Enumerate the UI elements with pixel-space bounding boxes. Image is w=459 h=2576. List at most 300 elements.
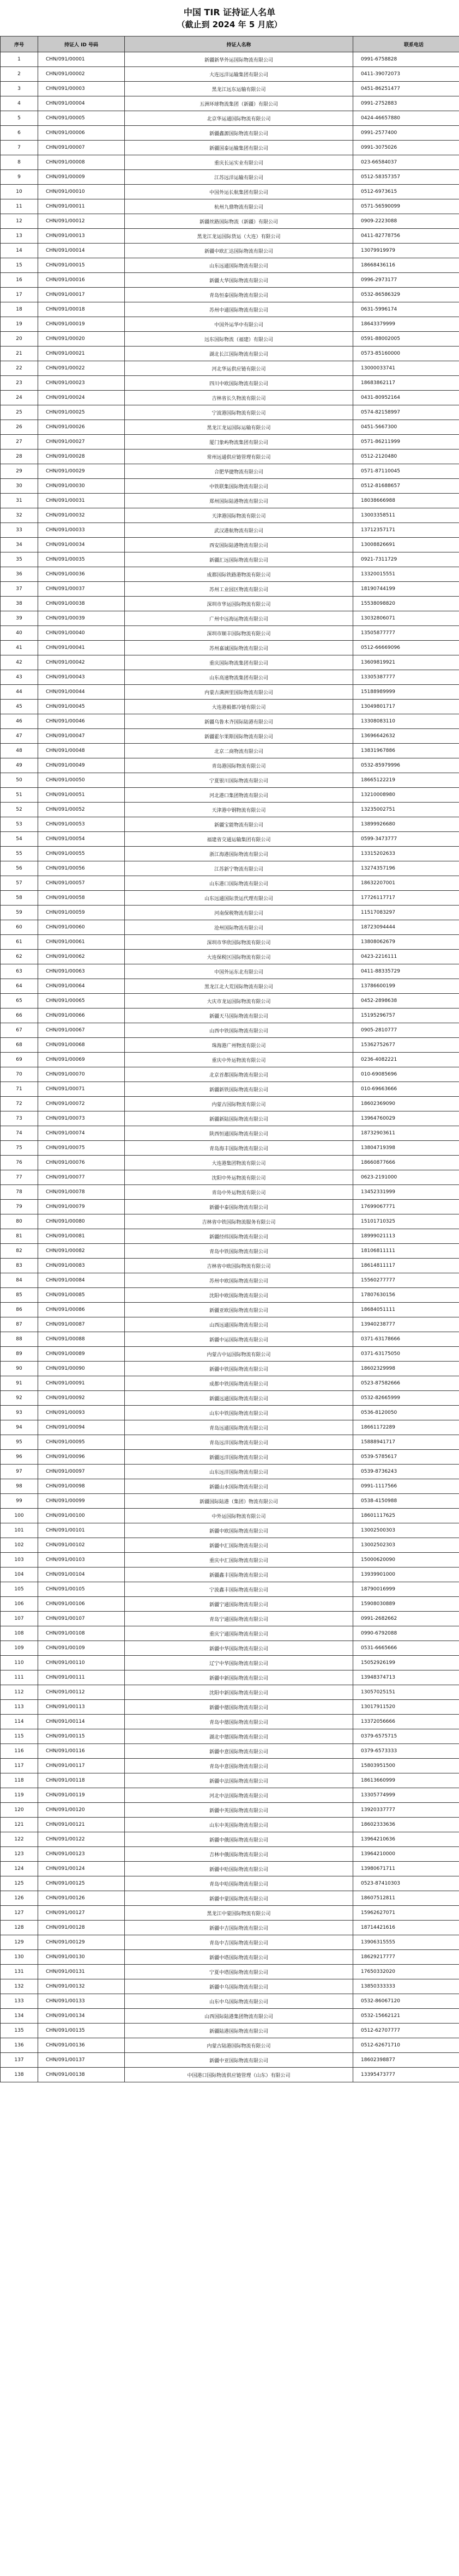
table-row	[1, 376, 459, 391]
row-name: 重庆中外运物流有限公司	[125, 1053, 353, 1067]
table-row	[1, 861, 459, 876]
row-phone: 0532-82665999	[353, 1391, 459, 1406]
table-row	[1, 1626, 459, 1641]
row-id: CHN/091/00101	[38, 1523, 125, 1538]
table-row	[1, 1744, 459, 1759]
table-row	[1, 1891, 459, 1906]
row-phone: 15803951500	[353, 1759, 459, 1773]
row-index: 1	[1, 52, 38, 67]
row-id: CHN/091/00121	[38, 1818, 125, 1832]
row-phone: 13696642632	[353, 729, 459, 744]
row-index: 51	[1, 788, 38, 803]
row-name: 吉林中俄国际物流有限公司	[125, 1847, 353, 1862]
row-id: CHN/091/00059	[38, 906, 125, 920]
row-phone: 0379-6573333	[353, 1744, 459, 1759]
row-id: CHN/091/00097	[38, 1465, 125, 1479]
row-id: CHN/091/00073	[38, 1111, 125, 1126]
row-phone: 15908030889	[353, 1597, 459, 1612]
table-row	[1, 1847, 459, 1862]
table-row	[1, 185, 459, 199]
row-id: CHN/091/00123	[38, 1847, 125, 1862]
table-row	[1, 979, 459, 994]
row-index: 77	[1, 1170, 38, 1185]
row-phone: 15888941717	[353, 1435, 459, 1450]
table-row	[1, 1685, 459, 1700]
table-row	[1, 1656, 459, 1670]
row-phone: 13002502303	[353, 1538, 459, 1553]
row-index: 46	[1, 714, 38, 729]
row-index: 22	[1, 361, 38, 376]
table-row	[1, 1921, 459, 1935]
table-row	[1, 1200, 459, 1214]
row-id: CHN/091/00133	[38, 1994, 125, 2009]
row-index: 63	[1, 964, 38, 979]
row-index: 87	[1, 1317, 38, 1332]
row-index: 45	[1, 700, 38, 714]
row-phone: 13831967886	[353, 744, 459, 758]
table-row	[1, 1523, 459, 1538]
row-id: CHN/091/00007	[38, 141, 125, 155]
row-index: 42	[1, 655, 38, 670]
row-name: 新疆新陆国际物流有限公司	[125, 1111, 353, 1126]
row-id: CHN/091/00079	[38, 1200, 125, 1214]
table-row	[1, 1965, 459, 1979]
row-name: 厦门象屿物流集团有限公司	[125, 435, 353, 449]
row-phone: 18684051111	[353, 1303, 459, 1317]
row-index: 111	[1, 1670, 38, 1685]
row-id: CHN/091/00037	[38, 582, 125, 597]
row-index: 85	[1, 1288, 38, 1303]
row-index: 40	[1, 626, 38, 641]
table-row	[1, 1788, 459, 1803]
table-row	[1, 420, 459, 435]
row-name: 新疆中法国际物流有限公司	[125, 1773, 353, 1788]
row-id: CHN/091/00098	[38, 1479, 125, 1494]
table-row	[1, 935, 459, 950]
row-name: 吉林省中欧国际物流有限公司	[125, 1259, 353, 1273]
row-phone: 15052926199	[353, 1656, 459, 1670]
row-id: CHN/091/00033	[38, 523, 125, 538]
row-name: 山东远通国际货运代理有限公司	[125, 891, 353, 906]
row-index: 114	[1, 1715, 38, 1729]
row-id: CHN/091/00038	[38, 597, 125, 611]
row-id: CHN/091/00043	[38, 670, 125, 685]
table-body	[1, 52, 459, 2082]
row-phone: 18661172289	[353, 1420, 459, 1435]
row-name: 深圳市华欣国际物流有限公司	[125, 935, 353, 950]
table-row	[1, 1126, 459, 1141]
table-row	[1, 744, 459, 758]
table-row	[1, 1568, 459, 1582]
row-index: 4	[1, 96, 38, 111]
table-row	[1, 920, 459, 935]
table-row	[1, 1773, 459, 1788]
row-name: 新疆霍尔果斯国际物流有限公司	[125, 729, 353, 744]
row-name: 五洲环球物流集团（新疆）有限公司	[125, 96, 353, 111]
row-id: CHN/091/00027	[38, 435, 125, 449]
table-row	[1, 1935, 459, 1950]
row-id: CHN/091/00135	[38, 2024, 125, 2038]
row-phone: 0452-2898638	[353, 994, 459, 1008]
row-name: 内蒙古国际物流有限公司	[125, 1097, 353, 1111]
table-row	[1, 1950, 459, 1965]
table-row	[1, 758, 459, 773]
row-phone: 18665122219	[353, 773, 459, 788]
row-phone: 0990-6792088	[353, 1626, 459, 1641]
row-phone: 13850333333	[353, 1979, 459, 1994]
row-name: 青岛中哈国际物流有限公司	[125, 1876, 353, 1891]
row-index: 35	[1, 552, 38, 567]
row-id: CHN/091/00041	[38, 641, 125, 655]
row-index: 82	[1, 1244, 38, 1259]
row-index: 136	[1, 2038, 38, 2053]
row-phone: 0411-39072073	[353, 67, 459, 82]
row-name: 新疆宝能物流有限公司	[125, 817, 353, 832]
row-index: 116	[1, 1744, 38, 1759]
row-index: 38	[1, 597, 38, 611]
row-name: 新疆中蒙国际物流有限公司	[125, 1891, 353, 1906]
row-id: CHN/091/00029	[38, 464, 125, 479]
row-id: CHN/091/00070	[38, 1067, 125, 1082]
row-index: 115	[1, 1729, 38, 1744]
row-index: 123	[1, 1847, 38, 1862]
row-phone: 0512-58357357	[353, 170, 459, 185]
row-index: 58	[1, 891, 38, 906]
table-row	[1, 111, 459, 126]
row-phone: 0411-82778756	[353, 229, 459, 244]
row-index: 74	[1, 1126, 38, 1141]
row-phone: 13017911520	[353, 1700, 459, 1715]
row-phone: 18601117625	[353, 1509, 459, 1523]
row-name: 新疆鑫丰国际物流有限公司	[125, 1568, 353, 1582]
row-name: 郑州国际陆港物流有限公司	[125, 494, 353, 508]
row-id: CHN/091/00062	[38, 950, 125, 964]
row-index: 109	[1, 1641, 38, 1656]
row-phone: 13786600199	[353, 979, 459, 994]
row-name: 大连远洋运输集团有限公司	[125, 67, 353, 82]
table-row	[1, 1362, 459, 1376]
row-index: 72	[1, 1097, 38, 1111]
row-phone: 13079919979	[353, 244, 459, 258]
row-id: CHN/091/00065	[38, 994, 125, 1008]
row-phone: 18190744199	[353, 582, 459, 597]
row-name: 新疆乌鲁木齐国际陆港有限公司	[125, 714, 353, 729]
row-id: CHN/091/00045	[38, 700, 125, 714]
table-row	[1, 700, 459, 714]
row-id: CHN/091/00076	[38, 1156, 125, 1170]
row-phone: 13964210000	[353, 1847, 459, 1862]
table-row	[1, 1670, 459, 1685]
row-name: 新疆宁通国际物流有限公司	[125, 1597, 353, 1612]
row-id: CHN/091/00013	[38, 229, 125, 244]
row-id: CHN/091/00022	[38, 361, 125, 376]
row-index: 52	[1, 803, 38, 817]
row-phone: 15000620090	[353, 1553, 459, 1568]
row-id: CHN/091/00050	[38, 773, 125, 788]
row-id: CHN/091/00060	[38, 920, 125, 935]
row-phone: 13305774999	[353, 1788, 459, 1803]
row-index: 11	[1, 199, 38, 214]
row-phone: 13808062679	[353, 935, 459, 950]
row-index: 129	[1, 1935, 38, 1950]
row-phone: 15362752677	[353, 1038, 459, 1053]
row-index: 131	[1, 1965, 38, 1979]
row-id: CHN/091/00005	[38, 111, 125, 126]
row-name: 湖北中德国际物流有限公司	[125, 1729, 353, 1744]
row-name: 黑龙江北大荒国际物流有限公司	[125, 979, 353, 994]
row-index: 66	[1, 1008, 38, 1023]
row-name: 新疆国泰运输集团有限公司	[125, 141, 353, 155]
row-phone: 0379-6575715	[353, 1729, 459, 1744]
row-name: 青岛中意国际物流有限公司	[125, 1759, 353, 1773]
row-index: 102	[1, 1538, 38, 1553]
row-phone: 0451-86251477	[353, 82, 459, 96]
row-name: 福建省交通运输集团有限公司	[125, 832, 353, 847]
row-index: 91	[1, 1376, 38, 1391]
row-id: CHN/091/00042	[38, 655, 125, 670]
table-row	[1, 626, 459, 641]
row-phone: 18602369090	[353, 1097, 459, 1111]
row-id: CHN/091/00074	[38, 1126, 125, 1141]
table-row	[1, 1214, 459, 1229]
row-id: CHN/091/00015	[38, 258, 125, 273]
row-id: CHN/091/00044	[38, 685, 125, 700]
row-phone: 13940238777	[353, 1317, 459, 1332]
row-index: 68	[1, 1038, 38, 1053]
row-name: 山东远通国际物流有限公司	[125, 258, 353, 273]
row-phone: 13003358511	[353, 508, 459, 523]
row-name: 中外运国际物流有限公司	[125, 1509, 353, 1523]
row-phone: 18607512811	[353, 1891, 459, 1906]
row-id: CHN/091/00086	[38, 1303, 125, 1317]
table-row	[1, 1509, 459, 1523]
row-phone: 13906315555	[353, 1935, 459, 1950]
row-phone: 0536-8120050	[353, 1406, 459, 1420]
row-id: CHN/091/00137	[38, 2053, 125, 2068]
row-name: 四川中欧国际物流有限公司	[125, 376, 353, 391]
row-id: CHN/091/00053	[38, 817, 125, 832]
document-subtitle: （截止到 2024 年 5 月底）	[177, 20, 282, 29]
row-name: 宁夏银川国际物流有限公司	[125, 773, 353, 788]
row-name: 杭州九鼎物流有限公司	[125, 199, 353, 214]
row-name: 新疆中汇国际物流有限公司	[125, 1538, 353, 1553]
row-id: CHN/091/00067	[38, 1023, 125, 1038]
row-id: CHN/091/00102	[38, 1538, 125, 1553]
row-name: 内蒙古中运国际物流有限公司	[125, 1347, 353, 1362]
row-id: CHN/091/00010	[38, 185, 125, 199]
row-index: 86	[1, 1303, 38, 1317]
table-row	[1, 96, 459, 111]
row-name: 青岛中德国际物流有限公司	[125, 1715, 353, 1729]
row-id: CHN/091/00072	[38, 1097, 125, 1111]
row-id: CHN/091/00104	[38, 1568, 125, 1582]
table-row	[1, 1465, 459, 1479]
row-index: 93	[1, 1406, 38, 1420]
row-phone: 13315202633	[353, 847, 459, 861]
table-row	[1, 302, 459, 317]
row-id: CHN/091/00075	[38, 1141, 125, 1156]
row-id: CHN/091/00082	[38, 1244, 125, 1259]
row-index: 20	[1, 332, 38, 347]
row-name: 苏州嘉诚国际物流有限公司	[125, 641, 353, 655]
table-row	[1, 1259, 459, 1273]
row-index: 127	[1, 1906, 38, 1921]
row-id: CHN/091/00071	[38, 1082, 125, 1097]
row-id: CHN/091/00034	[38, 538, 125, 552]
row-name: 青岛中铁国际物流有限公司	[125, 1244, 353, 1259]
row-phone: 0599-3473777	[353, 832, 459, 847]
row-name: 新疆陆港国际物流有限公司	[125, 2024, 353, 2038]
table-row	[1, 1479, 459, 1494]
table-row	[1, 361, 459, 376]
row-phone: 0512-62707777	[353, 2024, 459, 2038]
row-id: CHN/091/00089	[38, 1347, 125, 1362]
row-phone: 0996-2973177	[353, 273, 459, 288]
row-phone: 13002500303	[353, 1523, 459, 1538]
row-name: 河北华运供应链有限公司	[125, 361, 353, 376]
row-phone: 0512-2120480	[353, 449, 459, 464]
table-row	[1, 1906, 459, 1921]
row-name: 成都国际铁路港物流有限公司	[125, 567, 353, 582]
row-id: CHN/091/00054	[38, 832, 125, 847]
row-name: 新疆大华国际物流有限公司	[125, 273, 353, 288]
row-name: 广州中远海运物流有限公司	[125, 611, 353, 626]
row-id: CHN/091/00036	[38, 567, 125, 582]
table-row	[1, 1288, 459, 1303]
row-index: 120	[1, 1803, 38, 1818]
row-name: 新疆中吉国际物流有限公司	[125, 1921, 353, 1935]
row-name: 湖北长江国际物流有限公司	[125, 347, 353, 361]
row-phone: 0571-56590099	[353, 199, 459, 214]
row-phone: 18723094444	[353, 920, 459, 935]
row-id: CHN/091/00040	[38, 626, 125, 641]
row-name: 山西国际陆港集团物流有限公司	[125, 2009, 353, 2024]
table-row	[1, 1185, 459, 1200]
row-phone: 0451-5667300	[353, 420, 459, 435]
row-id: CHN/091/00049	[38, 758, 125, 773]
row-phone: 0909-2223088	[353, 214, 459, 229]
row-name: 大连港毅都冷链有限公司	[125, 700, 353, 714]
row-name: 新疆中欧国际物流有限公司	[125, 1523, 353, 1538]
table-row	[1, 611, 459, 626]
row-index: 2	[1, 67, 38, 82]
row-index: 122	[1, 1832, 38, 1847]
row-index: 113	[1, 1700, 38, 1715]
table-row	[1, 1347, 459, 1362]
table-row	[1, 729, 459, 744]
row-id: CHN/091/00024	[38, 391, 125, 405]
row-phone: 15195296757	[353, 1008, 459, 1023]
row-index: 84	[1, 1273, 38, 1288]
row-phone: 13609819921	[353, 655, 459, 670]
row-index: 29	[1, 464, 38, 479]
row-phone: 023-66584037	[353, 155, 459, 170]
row-index: 88	[1, 1332, 38, 1347]
row-name: 新疆中塔国际物流有限公司	[125, 1950, 353, 1965]
row-phone: 0411-88335729	[353, 964, 459, 979]
row-phone: 18613660999	[353, 1773, 459, 1788]
row-phone: 13308083110	[353, 714, 459, 729]
row-index: 78	[1, 1185, 38, 1200]
row-index: 83	[1, 1259, 38, 1273]
row-name: 天津港中钢物流有限公司	[125, 803, 353, 817]
row-name: 黑龙江龙运国际货运（大连）有限公司	[125, 229, 353, 244]
row-index: 67	[1, 1023, 38, 1038]
row-phone: 0512-6973615	[353, 185, 459, 199]
row-name: 河南保税物流有限公司	[125, 906, 353, 920]
table-row	[1, 199, 459, 214]
table-row	[1, 82, 459, 96]
table-row	[1, 288, 459, 302]
row-name: 西安国际陆港物流有限公司	[125, 538, 353, 552]
table-row	[1, 1582, 459, 1597]
row-index: 61	[1, 935, 38, 950]
table-row	[1, 1862, 459, 1876]
row-id: CHN/091/00134	[38, 2009, 125, 2024]
table-row	[1, 788, 459, 803]
row-index: 56	[1, 861, 38, 876]
row-phone: 18602333636	[353, 1818, 459, 1832]
row-id: CHN/091/00108	[38, 1626, 125, 1641]
row-phone: 13505877777	[353, 626, 459, 641]
row-phone: 0574-82158997	[353, 405, 459, 420]
row-index: 101	[1, 1523, 38, 1538]
row-name: 天津港国际物流有限公司	[125, 508, 353, 523]
row-name: 中国外运东北有限公司	[125, 964, 353, 979]
row-name: 新疆远洋国际物流有限公司	[125, 1450, 353, 1465]
table-row	[1, 1156, 459, 1170]
row-name: 北京华运通国际物流有限公司	[125, 111, 353, 126]
row-id: CHN/091/00016	[38, 273, 125, 288]
row-name: 山东中英国际物流有限公司	[125, 1818, 353, 1832]
table-row	[1, 258, 459, 273]
row-id: CHN/091/00109	[38, 1641, 125, 1656]
table-row	[1, 1494, 459, 1509]
row-index: 104	[1, 1568, 38, 1582]
row-name: 苏州中通国际物流有限公司	[125, 302, 353, 317]
row-index: 37	[1, 582, 38, 597]
row-id: CHN/091/00127	[38, 1906, 125, 1921]
row-id: CHN/091/00119	[38, 1788, 125, 1803]
row-id: CHN/091/00106	[38, 1597, 125, 1612]
row-index: 62	[1, 950, 38, 964]
row-phone: 18038666988	[353, 494, 459, 508]
row-id: CHN/091/00093	[38, 1406, 125, 1420]
row-phone: 0431-80952164	[353, 391, 459, 405]
row-phone: 0523-87410303	[353, 1876, 459, 1891]
row-name: 内蒙古陆港国际物流有限公司	[125, 2038, 353, 2053]
row-phone: 0512-62671710	[353, 2038, 459, 2053]
row-name: 江苏新宁物流有限公司	[125, 861, 353, 876]
row-id: CHN/091/00136	[38, 2038, 125, 2053]
row-id: CHN/091/00032	[38, 508, 125, 523]
table-row	[1, 391, 459, 405]
row-phone: 18106811111	[353, 1244, 459, 1259]
row-name: 新疆中德国际物流有限公司	[125, 1700, 353, 1715]
row-name: 宁波鑫丰国际物流有限公司	[125, 1582, 353, 1597]
row-name: 沧州国际物流有限公司	[125, 920, 353, 935]
row-index: 28	[1, 449, 38, 464]
row-phone: 18643379999	[353, 317, 459, 332]
row-index: 60	[1, 920, 38, 935]
row-name: 青岛海丰国际物流有限公司	[125, 1141, 353, 1156]
row-name: 青岛中外运物流有限公司	[125, 1185, 353, 1200]
row-id: CHN/091/00046	[38, 714, 125, 729]
row-index: 5	[1, 111, 38, 126]
row-id: CHN/091/00006	[38, 126, 125, 141]
table-row	[1, 1008, 459, 1023]
row-name: 吉林省中铁国际物流服务有限公司	[125, 1214, 353, 1229]
